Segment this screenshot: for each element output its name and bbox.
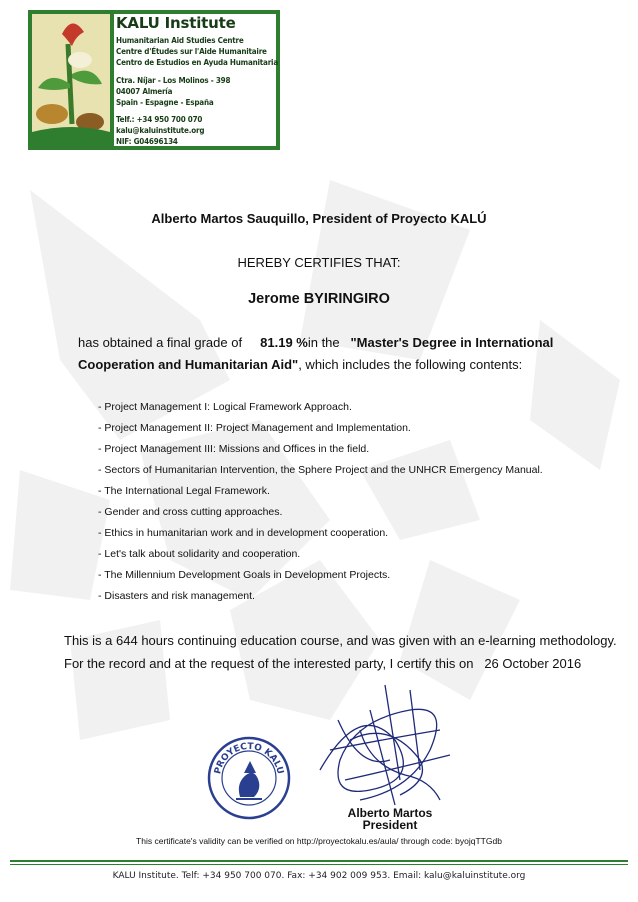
list-item: - Project Management I: Logical Framework Approach. [98,401,352,413]
list-item: - Let's talk about solidarity and cooperation. [98,548,301,560]
list-item: - Project Management II: Project Management and Implementation. [98,422,411,434]
institute-logo-block [28,10,280,150]
grade-in-the: in the [307,335,340,350]
list-item: - Gender and cross cutting approaches. [98,506,283,518]
institute-name: KALU Institute [116,14,236,32]
logo-illustration [32,14,110,146]
institute-address-3: Spain - Espagne - España [116,98,214,107]
grade-paragraph [78,332,598,376]
grade-prefix: has obtained a final grade of [78,335,243,350]
issuer-line: Alberto Martos Sauquillo, President of Proyecto KALÚ [151,211,487,226]
certifies-line: HEREBY CERTIFIES THAT: [237,255,401,270]
institute-nif: NIF: G04696134 [116,137,178,146]
course-hours-line: This is a 644 hours continuing education course, and was given with an e-learning methodology. [64,633,617,648]
record-line [64,656,624,671]
list-item: - The International Legal Framework. [98,485,270,497]
footer-divider-thin [10,864,628,865]
institute-subtitle-en: Humanitarian Aid Studies Centre [116,36,244,45]
validity-note: This certificate's validity can be verified on http://proyectokalu.es/aula/ through code: byojqTTGdb [136,836,502,846]
signer-title: President [362,818,418,832]
signer-name: Alberto Martos [347,806,433,820]
certificate-date: 26 October 2016 [484,656,582,671]
degree-title-line2: Cooperation and Humanitarian Aid" [78,357,299,372]
handwritten-signature [300,680,460,820]
institute-subtitle-fr: Centre d'Études sur l'Aide Humanitaire [116,47,267,56]
proyecto-kalu-seal [206,735,292,821]
list-item: - Ethics in humanitarian work and in development cooperation. [98,527,389,539]
contents-intro: , which includes the following contents: [298,357,523,372]
list-item: - Disasters and risk management. [98,590,255,602]
recipient-name: Jerome BYIRINGIRO [248,291,390,307]
institute-contact-block [114,14,276,146]
list-item: - Sectors of Humanitarian Intervention, the Sphere Project and the UNHCR Emergency Manual. [98,464,543,476]
list-item: - The Millennium Development Goals in Development Projects. [98,569,391,581]
institute-subtitle-es: Centro de Estudios en Ayuda Humanitaria [116,58,278,67]
record-text: For the record and at the request of the interested party, I certify this on [64,656,474,671]
footer-contact: KALU Institute. Telf: +34 950 700 070. Fax: +34 902 009 953. Email: kalu@kaluinstitute.org [112,871,526,881]
institute-address-1: Ctra. Níjar - Los Molinos - 398 [116,76,231,85]
institute-address-2: 04007 Almería [116,87,173,96]
course-contents-list [98,398,608,608]
final-grade: 81.19 % [260,335,308,350]
signer-block [340,807,440,831]
degree-title-line1: "Master's Degree in International [350,335,554,350]
institute-email: kalu@kaluinstitute.org [116,126,205,135]
footer-divider [10,860,628,862]
institute-phone: Telf.: +34 950 700 070 [116,115,203,124]
list-item: - Project Management III: Missions and Offices in the field. [98,443,370,455]
seal-text: PROYECTO KALU [213,741,285,776]
